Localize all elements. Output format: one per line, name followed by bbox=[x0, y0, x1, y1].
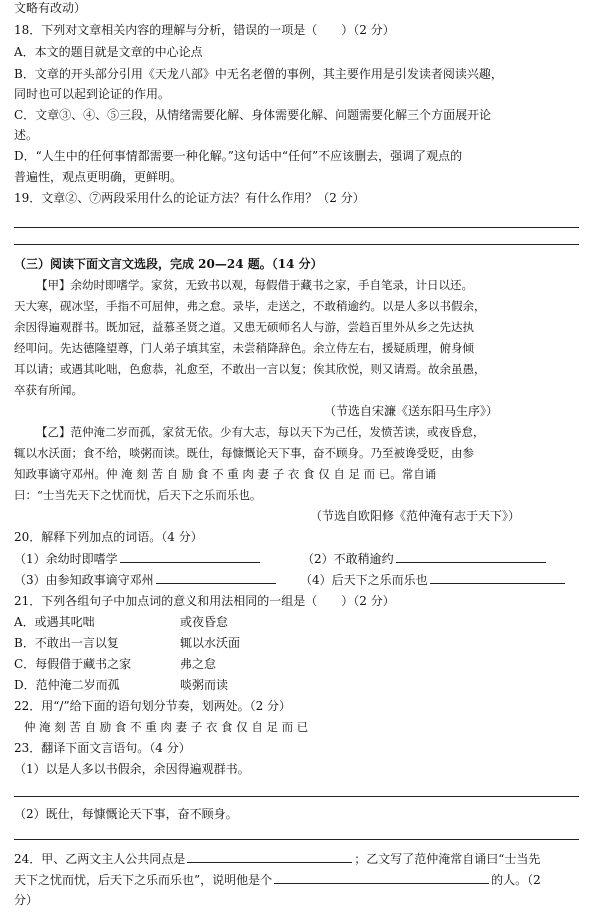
passage-a-line2: 天大寒，砚冰坚，手指不可屈伸，弗之怠。录毕，走送之，不敢稍逾约。以是人多以书假余， bbox=[14, 299, 486, 313]
q20-blank-4[interactable] bbox=[430, 571, 565, 584]
q20-item-2-row bbox=[302, 550, 548, 567]
passage-b-line3: 知政事谪守邓州。仲 淹 刻 苦 自 励 食 不 重 肉 妻 子 衣 食 仅 自 足 而 已。常自诵 bbox=[14, 467, 437, 481]
q20-item-1: （1）余幼时即嗜学 bbox=[14, 552, 118, 566]
q22-text: 仲 淹 刻 苦 自 励 食 不 重 肉 妻 子 衣 食 仅 自 足 而 已 bbox=[24, 720, 309, 734]
q21-stem: 21．下列各组句子中加点词的意义和用法相同的一组是（ ）（2 分） bbox=[14, 594, 395, 608]
q19-answer-line-2 bbox=[14, 244, 579, 245]
q24-line3: 分） bbox=[14, 893, 39, 907]
q20-item-3-row bbox=[14, 571, 278, 588]
q18-option-d-line2: 普遍性，观点更明确，更鲜明。 bbox=[14, 170, 183, 184]
q24-line1 bbox=[14, 850, 540, 867]
q18-option-a: A．本文的题目就是文章的中心论点 bbox=[14, 45, 203, 59]
q20-item-3: （3）由参知政事谪守邓州 bbox=[14, 573, 154, 587]
q20-item-4: （4）后天下之乐而乐也 bbox=[300, 573, 428, 587]
q18-stem: 18．下列对文章相关内容的理解与分析，错误的一项是（ ）（2 分） bbox=[14, 23, 395, 37]
q23-answer-line-1[interactable] bbox=[14, 796, 579, 797]
q24-part-3: 天下之忧而忧，后天下之乐而乐也”，说明他是个 bbox=[14, 873, 273, 887]
q18-option-c-line2: 述。 bbox=[14, 128, 39, 142]
q21-option-a-1: A．或遇其叱咄 bbox=[14, 615, 95, 629]
q19-stem: 19．文章②、⑦两段采用什么的论证方法？有什么作用？（2 分） bbox=[14, 191, 365, 205]
q18-option-b-line2: 同时也可以起到论证的作用。 bbox=[14, 87, 171, 101]
q20-item-1-row bbox=[14, 550, 262, 567]
q18-option-c-line1: C．文章③、④、⑤三段，从情绪需要化解、身体需要化解、问题需要化解三个方面展开论 bbox=[14, 108, 492, 122]
passage-b-line2: 辄以水沃面；食不给，啖粥而读。既仕，每慷慨论天下事，奋不顾身。乃至被谗受贬，由参 bbox=[14, 446, 474, 460]
q20-blank-1[interactable] bbox=[120, 550, 260, 563]
q24-blank-2[interactable] bbox=[274, 871, 489, 884]
q24-part-4: 的人。（2 bbox=[491, 873, 541, 887]
q20-stem: 20．解释下列加点的词语。（4 分） bbox=[14, 530, 203, 544]
passage-a-line4: 经叩问。先达德隆望尊，门人弟子填其室，未尝稍降辞色。余立侍左右，援疑质理，俯身倾 bbox=[14, 341, 474, 355]
q20-blank-2[interactable] bbox=[396, 550, 546, 563]
q20-item-2: （2）不敢稍逾约 bbox=[302, 552, 394, 566]
q19-answer-line-1 bbox=[14, 227, 579, 228]
q20-item-4-row bbox=[300, 571, 567, 588]
q21-option-d-2: 啖粥而读 bbox=[180, 678, 229, 692]
q24-part-2: ；乙文写了范仲淹常自诵曰“士当先 bbox=[354, 852, 541, 866]
passage-a-line3: 余因得遍观群书。既加冠，益慕圣贤之道。又患无硕师名人与游，尝趋百里外从乡之先达执 bbox=[14, 320, 474, 334]
q23-item-1: （1）以是人多以书假余，余因得遍观群书。 bbox=[14, 762, 250, 776]
q21-option-b-2: 辄以水沃面 bbox=[180, 636, 241, 650]
passage-b-line4: 曰：“士当先天下之忧而忧，后天下之乐而乐也。 bbox=[14, 488, 262, 502]
q23-stem: 23．翻译下面文言语句。（4 分） bbox=[14, 741, 191, 755]
q21-option-b-1: B．不敢出一言以复 bbox=[14, 636, 119, 650]
q21-option-a-2: 或夜昏怠 bbox=[180, 615, 229, 629]
q24-blank-1[interactable] bbox=[187, 850, 352, 863]
passage-b-line1: 【乙】范仲淹二岁而孤，家贫无依。少有大志，每以天下为己任，发愤苦读，或夜昏怠， bbox=[36, 425, 485, 439]
q24-part-1: 24．甲、乙两文主人公共同点是 bbox=[14, 852, 186, 866]
q23-answer-line-2[interactable] bbox=[14, 839, 579, 840]
q20-blank-3[interactable] bbox=[156, 571, 276, 584]
passage-b-source: （节选自欧阳修《范仲淹有志于天下》） bbox=[310, 509, 521, 523]
q24-line2 bbox=[14, 871, 541, 888]
q21-option-c-1: C．每假借于藏书之家 bbox=[14, 657, 132, 671]
q21-option-d-1: D．范仲淹二岁而孤 bbox=[14, 678, 120, 692]
top-fragment: 文略有改动） bbox=[14, 1, 87, 15]
section3-title: （三）阅读下面文言文选段，完成 20—24 题。（14 分） bbox=[14, 257, 323, 271]
q21-option-c-2: 弗之怠 bbox=[180, 657, 217, 671]
passage-a-line6: 卒获有所闻。 bbox=[14, 383, 83, 397]
q23-item-2: （2）既仕，每慷慨论天下事，奋不顾身。 bbox=[14, 807, 238, 821]
q18-option-b-line1: B．文章的开头部分引用《天龙八部》中无名老僧的事例，其主要作用是引发读者阅读兴趣， bbox=[14, 67, 503, 81]
passage-a-source: （节选自宋濂《送东阳马生序》） bbox=[324, 404, 499, 418]
q18-option-d-line1: D．“人生中的任何事情都需要一种化解。”这句话中“任何”不应该删去，强调了观点的 bbox=[14, 149, 463, 163]
q22-stem: 22．用“/”给下面的语句划分节奏，划两处。（2 分） bbox=[14, 699, 292, 713]
passage-a-line5: 耳以请；或遇其叱咄，色愈恭，礼愈至，不敢出一言以复；俟其欣悦，则又请焉。故余虽愚， bbox=[14, 362, 486, 376]
passage-a-line1: 【甲】余幼时即嗜学。家贫，无致书以观，每假借于藏书之家，手自笔录，计日以还。 bbox=[36, 278, 473, 292]
